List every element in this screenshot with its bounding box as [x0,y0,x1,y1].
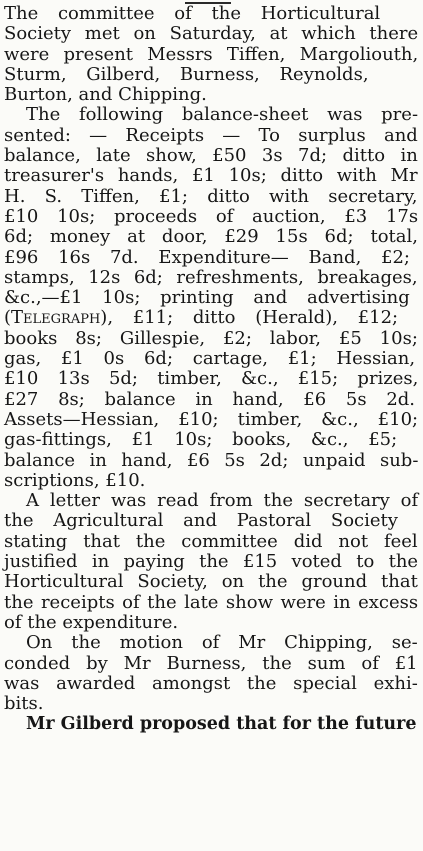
text-line: conded by Mr Burness, the sum of £1 [4,652,418,674]
newspaper-name: Telegraph [11,307,101,329]
text-line: books 8s; Gillespie, £2; labor, £5 10s; [4,327,418,349]
text-line: H. S. Tiffen, £1; ditto with secretary, [4,185,418,207]
text-line: 6d; money at door, £29 15s 6d; total, [4,226,418,248]
text-line: balance, late show, £50 3s 7d; ditto in [4,145,418,167]
text-line: were present Messrs Tiffen, Margoliouth, [4,43,419,65]
text-line: A letter was read from the secretary of [26,490,419,512]
text-line: Society met on Saturday, at which there [4,23,419,45]
text-line: the receipts of the late show were in excess [4,591,419,613]
text-line: treasurer's hands, £1 10s; ditto with Mr [4,165,418,187]
text-line: Sturm, Gilberd, Burness, Reynolds, [4,63,369,85]
article-column [4,4,418,735]
text-line: sented: — Receipts — To surplus and [4,124,418,146]
text-line: Mr Gilberd proposed that for the future [26,714,417,735]
balance-sheet-paragraph [4,105,418,491]
text-line: £10 10s; proceeds of auction, £3 17s [4,205,419,227]
committee-meeting-paragraph [4,4,418,105]
text-line: Horticultural Society, on the ground that [4,571,418,593]
text-line: gas-fittings, £1 10s; books, &c., £5; [4,429,398,451]
text-line: (Telegraph), £11; ditto (Herald), £12; [4,307,399,329]
text-line: justified in paying the £15 voted to the [4,551,419,573]
text-line: of the expenditure. [4,611,179,633]
text-line: gas, £1 0s 6d; cartage, £1; Hessian, [4,348,416,370]
text-line: £96 16s 7d. Expenditure— Band, £2; [4,246,410,268]
text-line: Burton, and Chipping. [4,84,207,106]
text-line: stating that the committee did not feel [4,530,418,552]
text-line: balance in hand, £6 5s 2d; unpaid sub- [4,449,419,471]
text-line: was awarded amongst the special exhi- [4,672,418,694]
text-line: the Agricultural and Pastoral Society [4,510,398,532]
text-line: bits. [4,693,44,715]
text-line: The committee of the Horticultural [4,3,381,24]
text-line: The following balance-sheet was pre- [26,104,419,126]
text-line: &c.,—£1 10s; printing and advertising [4,287,410,309]
motion-paragraph [4,633,418,714]
text-line: Assets—Hessian, £10; timber, &c., £10; [4,408,419,430]
proposal-paragraph [4,714,418,734]
text-line: stamps, 12s 6d; refreshments, breakages, [4,266,418,288]
text-line: scriptions, £10. [4,469,146,491]
letter-paragraph [4,491,418,633]
text-line: £27 8s; balance in hand, £6 5s 2d. [4,388,416,410]
text-line: On the motion of Mr Chipping, se- [26,632,418,654]
text-line: £10 13s 5d; timber, &c., £15; prizes, [4,368,419,390]
